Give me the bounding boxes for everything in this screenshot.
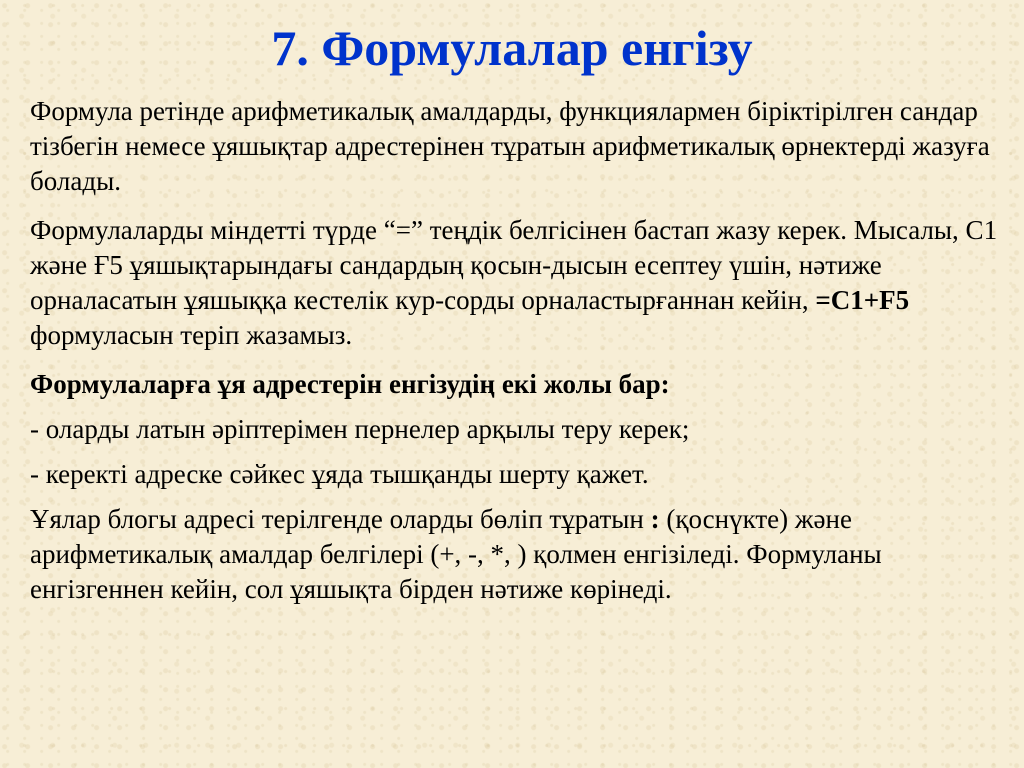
colon-symbol: :: [650, 504, 660, 534]
list-item-method-mouse: - керекті адреске сәйкес ұяда тышқанды шерту қажет.: [30, 459, 649, 489]
block-text-start: Ұялар блогы адресі терілгенде оларды бөліп тұратын: [30, 504, 651, 534]
example-text-start: Формулаларды міндетті түрде “=” теңдік белгісінен бастап жазу керек. Мысалы, С1 және Ғ5 ұяшықтарындағы сандардың қосын-дысын есептеу үшін, нәтиже орналасатын ұяшыққа кестелік кур-сорды орналастырғаннан кейін,: [30, 215, 998, 315]
paragraph-block-address: [30, 502, 1010, 607]
list-item-method-keyboard: - оларды латын әріптерімен пернелер арқылы теру керек;: [30, 414, 690, 444]
slide-body: [30, 94, 1010, 621]
block-text-end: (қоснүкте) және арифметикалық амалдар белгілері (+, -, *, ) қолмен енгізіледі. Формуланы енгізгеннен кейін, сол ұяшықта бірден нәтиже көрінеді.: [30, 504, 882, 604]
paragraph-formula-definition: Формула ретінде арифметикалық амалдарды, функциялармен біріктірілген сандар тізбегін немесе ұяшықтар адрестерінен тұратын арифметикалық өрнектерді жазуға болады.: [30, 96, 990, 196]
slide-title: 7. Формулалар енгізу: [271, 20, 753, 76]
paragraph-formula-example: [30, 213, 1010, 353]
paragraph-address-methods-heading: Формулаларға ұя адрестерін енгізудің екі жолы бар:: [30, 369, 670, 399]
example-formula: =C1+F5: [815, 285, 910, 315]
example-text-end: формуласын теріп жазамыз.: [30, 320, 353, 350]
